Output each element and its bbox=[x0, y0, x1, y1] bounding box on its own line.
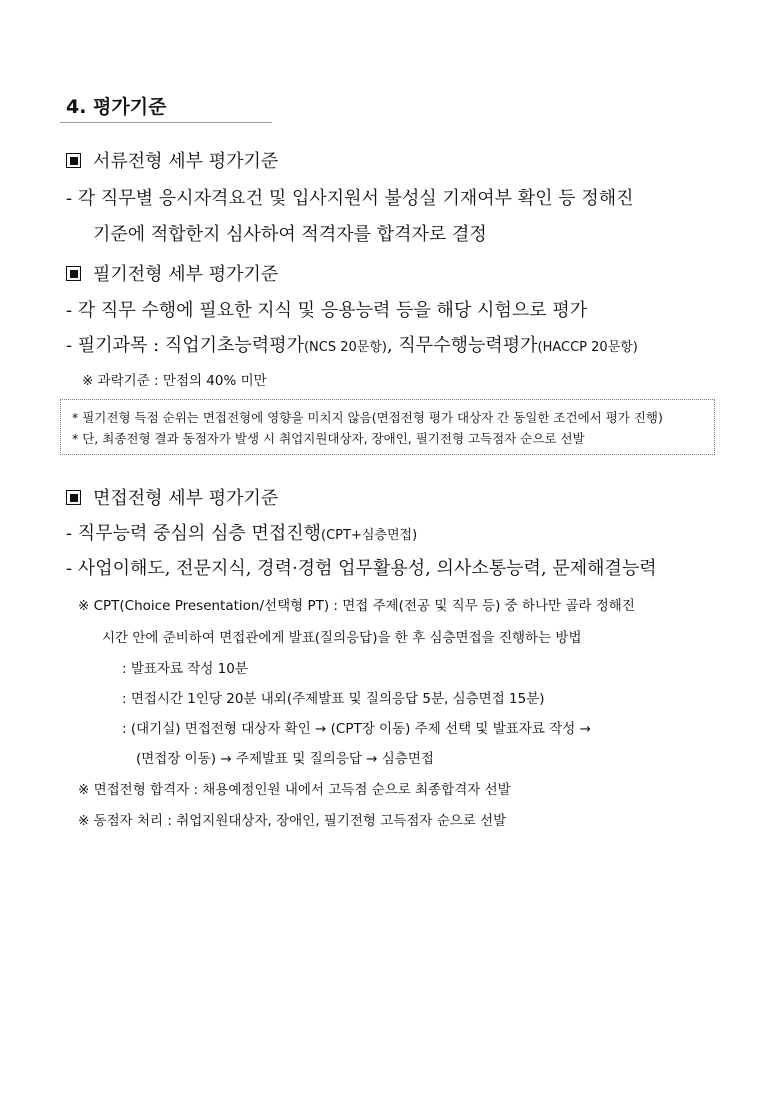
section-heading-written bbox=[66, 260, 278, 286]
sub-item: : 면접시간 1인당 20분 내외(주제발표 및 질의응답 5분, 심층면접 15분) bbox=[122, 691, 545, 707]
section-line: - 각 직무 수행에 필요한 지식 및 응용능력 등을 해당 시험으로 평가 bbox=[66, 300, 588, 321]
section-heading-text: 면접전형 세부 평가기준 bbox=[93, 488, 279, 509]
text-part: - 필기과목 : 직업기초능력평가 bbox=[66, 335, 304, 356]
section-line: - 각 직무별 응시자격요건 및 입사지원서 불성실 기재여부 확인 등 정해진 bbox=[66, 188, 634, 209]
sub-item: (면접장 이동) → 주제발표 및 질의응답 → 심층면접 bbox=[136, 751, 434, 767]
section-heading-text: 필기전형 세부 평가기준 bbox=[93, 264, 279, 285]
text-part: , 직무수행능력평가 bbox=[386, 335, 538, 356]
text-part: (CPT+심층면접) bbox=[321, 528, 418, 543]
sub-item: : 발표자료 작성 10분 bbox=[122, 661, 248, 677]
title-underline bbox=[60, 122, 272, 123]
filled-square-icon bbox=[66, 153, 81, 168]
section-heading-interview bbox=[66, 484, 278, 510]
section-heading-document bbox=[66, 147, 278, 173]
section-note: 시간 안에 준비하여 면접관에게 발표(질의응답)을 한 후 심층면접을 진행하는 방법 bbox=[102, 630, 582, 646]
notice-line: * 필기전형 득점 순위는 면접전형에 영향을 미치지 않음(면접전형 평가 대상자 간 동일한 조건에서 평가 진행) bbox=[72, 410, 663, 425]
section-note: ※ 과락기준 : 만점의 40% 미만 bbox=[82, 373, 267, 389]
filled-square-icon bbox=[66, 266, 81, 281]
sub-item: : (대기실) 면접전형 대상자 확인 → (CPT장 이동) 주제 선택 및 발표자료 작성 → bbox=[122, 721, 591, 737]
text-part: (NCS 20문항) bbox=[303, 340, 387, 355]
section-note: ※ 동점자 처리 : 취업지원대상자, 장애인, 필기전형 고득점자 순으로 선발 bbox=[78, 813, 507, 829]
section-line: - 사업이해도, 전문지식, 경력·경험 업무활용성, 의사소통능력, 문제해결능력 bbox=[66, 558, 657, 579]
section-line bbox=[66, 331, 638, 357]
section-line bbox=[66, 519, 417, 545]
section-note: ※ CPT(Choice Presentation/선택형 PT) : 면접 주제(전공 및 직무 등) 중 하나만 골라 정해진 bbox=[78, 598, 635, 614]
section-line: 기준에 적합한지 심사하여 적격자를 합격자로 결정 bbox=[93, 224, 487, 245]
text-part: - 직무능력 중심의 심층 면접진행 bbox=[66, 523, 322, 544]
section-heading-text: 서류전형 세부 평가기준 bbox=[93, 151, 279, 172]
filled-square-icon bbox=[66, 490, 81, 505]
text-part: (HACCP 20문항) bbox=[537, 340, 638, 355]
notice-line: * 단, 최종전형 결과 동점자가 발생 시 취업지원대상자, 장애인, 필기전형 고득점자 순으로 선발 bbox=[72, 431, 585, 446]
section-note: ※ 면접전형 합격자 : 채용예정인원 내에서 고득점 순으로 최종합격자 선발 bbox=[78, 782, 511, 798]
page-title: 4. 평가기준 bbox=[66, 96, 167, 118]
